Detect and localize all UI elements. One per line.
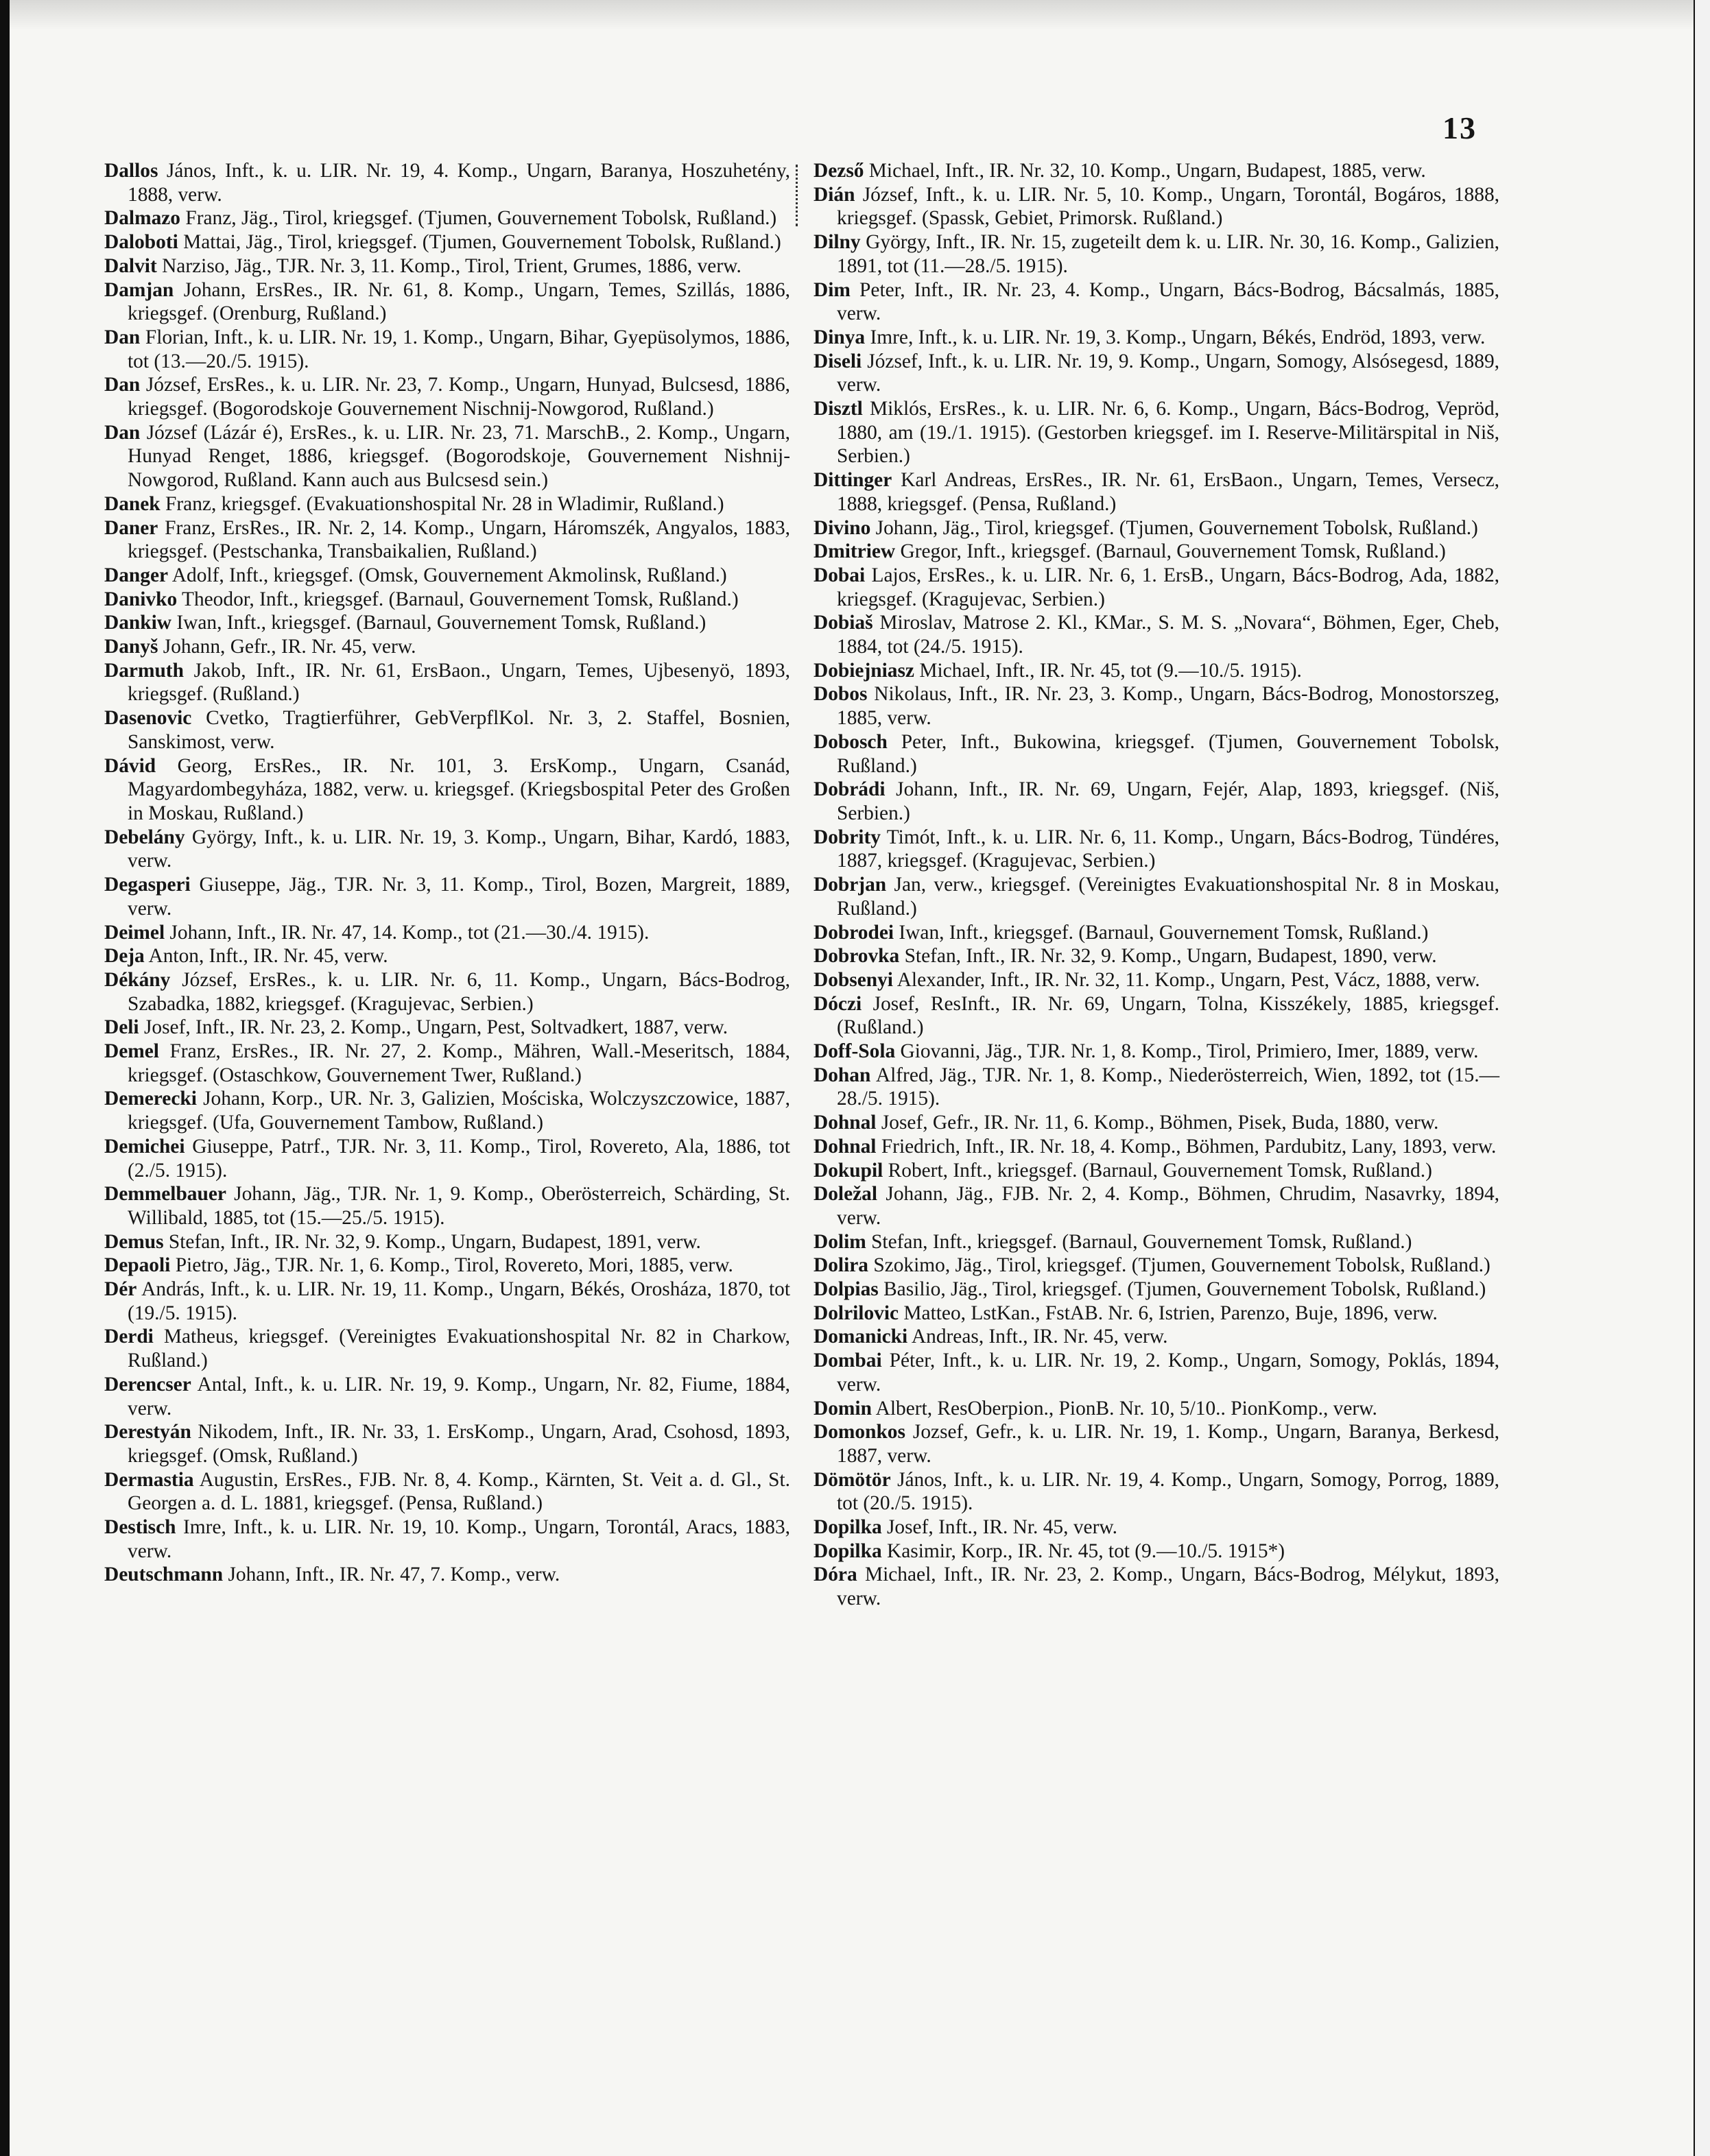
roster-entry xyxy=(814,1040,1499,1064)
roster-entry xyxy=(814,730,1499,778)
entry-surname: Domin xyxy=(814,1397,872,1420)
entry-surname: Dávid xyxy=(104,754,156,777)
entry-surname: Dohnal xyxy=(814,1135,877,1158)
entry-surname: Daner xyxy=(104,516,158,539)
roster-entry xyxy=(814,1159,1499,1183)
entry-surname: Domonkos xyxy=(814,1421,905,1444)
entry-surname: Dóra xyxy=(814,1564,857,1586)
entry-surname: Danivko xyxy=(104,588,178,610)
entry-details: Johann, Jäg., FJB. Nr. 2, 4. Komp., Böhmen, Chrudim, Nasavrky, 1894, verw. xyxy=(837,1183,1499,1229)
entry-details: János, Inft., k. u. LIR. Nr. 19, 4. Komp., Ungarn, Baranya, Hoszuhetény, 1888, verw. xyxy=(128,160,790,206)
roster-entry xyxy=(104,159,790,206)
entry-details: József (Lázár é), ErsRes., k. u. LIR. Nr. 23, 71. MarschB., 2. Komp., Ungarn, Hunyad Renget, 1886, kriegsgef. (Bogorodskoje, Gouvernement Nishnij-Nowgorod, Rußland. Kann auch aus Bulcsesd sein.) xyxy=(128,421,790,492)
roster-entry xyxy=(104,659,790,706)
roster-entry xyxy=(104,1325,790,1372)
entry-surname: Demmelbauer xyxy=(104,1183,226,1206)
entry-details: Antal, Inft., k. u. LIR. Nr. 19, 9. Komp., Ungarn, Nr. 82, Fiume, 1884, verw. xyxy=(128,1373,790,1420)
entry-surname: Dopilka xyxy=(814,1516,882,1539)
entry-details: Johann, Jäg., Tirol, kriegsgef. (Tjumen, Gouvernement Tobolsk, Rußland.) xyxy=(870,516,1478,539)
entry-surname: Dohnal xyxy=(814,1112,877,1134)
entry-surname: Destisch xyxy=(104,1516,176,1539)
entry-surname: Derdi xyxy=(104,1326,154,1348)
entry-details: András, Inft., k. u. LIR. Nr. 19, 11. Komp., Ungarn, Békés, Orosháza, 1870, tot (19./5. 1915). xyxy=(128,1278,790,1324)
entry-details: Mattai, Jäg., Tirol, kriegsgef. (Tjumen, Gouvernement Tobolsk, Rußland.) xyxy=(178,231,781,254)
entry-surname: Dolrilovic xyxy=(814,1302,899,1324)
entry-surname: Dolpias xyxy=(814,1278,879,1301)
entry-surname: Dobrodei xyxy=(814,921,894,944)
roster-entry xyxy=(104,944,790,968)
entry-surname: Dokupil xyxy=(814,1159,883,1182)
entry-surname: Dmitriew xyxy=(814,540,896,563)
entry-surname: Dér xyxy=(104,1278,137,1301)
entry-details: Michael, Inft., IR. Nr. 23, 2. Komp., Ungarn, Bács-Bodrog, Mélykut, 1893, verw. xyxy=(837,1564,1499,1610)
roster-entry xyxy=(814,1064,1499,1111)
entry-surname: Dobrovka xyxy=(814,945,900,968)
entry-details: Iwan, Inft., kriegsgef. (Barnaul, Gouvernement Tomsk, Rußland.) xyxy=(171,612,706,634)
entry-surname: Dömötör xyxy=(814,1468,891,1491)
roster-entry xyxy=(104,968,790,1016)
roster-entry xyxy=(814,350,1499,397)
entry-details: Franz, kriegsgef. (Evakuationshospital Nr. 28 in Wladimir, Rußland.) xyxy=(160,492,724,515)
entry-surname: Dermastia xyxy=(104,1468,194,1491)
roster-entry xyxy=(814,1111,1499,1135)
roster-entry xyxy=(814,826,1499,873)
entry-details: Josef, Inft., IR. Nr. 45, verw. xyxy=(881,1516,1118,1539)
entry-surname: Dallos xyxy=(104,160,158,182)
entry-details: Albert, ResOberpion., PionB. Nr. 10, 5/10.. PionKomp., verw. xyxy=(871,1397,1377,1420)
roster-entry xyxy=(104,1563,790,1587)
entry-surname: Divino xyxy=(814,516,871,539)
entry-details: János, Inft., k. u. LIR. Nr. 19, 4. Komp., Ungarn, Somogy, Porrog, 1889, tot (20./5. 1915). xyxy=(837,1468,1499,1515)
roster-entry xyxy=(104,635,790,659)
entry-surname: Dobos xyxy=(814,683,868,706)
entry-surname: Damjan xyxy=(104,278,174,301)
roster-entry xyxy=(104,826,790,873)
entry-surname: Dékány xyxy=(104,968,171,991)
entry-surname: Dan xyxy=(104,326,141,348)
entry-surname: Dasenovic xyxy=(104,707,192,730)
entry-details: Szokimo, Jäg., Tirol, kriegsgef. (Tjumen, Gouvernement Tobolsk, Rußland.) xyxy=(868,1254,1491,1277)
roster-entry xyxy=(104,873,790,920)
entry-surname: Debelány xyxy=(104,826,185,848)
roster-entry xyxy=(814,1325,1499,1349)
entry-details: Georg, ErsRes., IR. Nr. 101, 3. ErsKomp., Ungarn, Csanád, Magyardombegyháza, 1882, verw. u. kriegsgef. (Kriegsbospital Peter des Großen in Moskau, Rußland.) xyxy=(128,754,790,824)
entry-details: Iwan, Inft., kriegsgef. (Barnaul, Gouvernement Tomsk, Rußland.) xyxy=(894,921,1429,944)
entry-details: Anton, Inft., IR. Nr. 45, verw. xyxy=(144,945,388,968)
roster-entry xyxy=(814,516,1499,540)
roster-entry xyxy=(814,992,1499,1040)
entry-surname: Dankiw xyxy=(104,612,172,634)
entry-details: Peter, Inft., Bukowina, kriegsgef. (Tjumen, Gouvernement Tobolsk, Rußland.) xyxy=(837,730,1499,777)
roster-entry xyxy=(104,492,790,516)
entry-details: Giuseppe, Jäg., TJR. Nr. 3, 11. Komp., Tirol, Bozen, Margreit, 1889, verw. xyxy=(128,874,790,920)
roster-entry xyxy=(814,1230,1499,1254)
roster-entry xyxy=(814,183,1499,230)
entry-details: Giovanni, Jäg., TJR. Nr. 1, 8. Komp., Tirol, Primiero, Imer, 1889, verw. xyxy=(895,1040,1479,1063)
roster-entry xyxy=(104,1040,790,1087)
entry-details: Nikodem, Inft., IR. Nr. 33, 1. ErsKomp., Ungarn, Arad, Csohosd, 1893, kriegsgef. (Omsk, Rußland.) xyxy=(128,1421,790,1467)
roster-entry xyxy=(104,1230,790,1254)
roster-entry xyxy=(814,682,1499,730)
entry-details: Johann, Gefr., IR. Nr. 45, verw. xyxy=(158,636,416,658)
roster-entry xyxy=(814,778,1499,825)
entry-surname: Dolim xyxy=(814,1230,866,1253)
entry-surname: Darmuth xyxy=(104,659,184,682)
entry-details: Miroslav, Matrose 2. Kl., KMar., S. M. S. „Novara“, Böhmen, Eger, Cheb, 1884, tot (24./5. 1915). xyxy=(837,612,1499,658)
entry-surname: Deimel xyxy=(104,921,165,944)
roster-entry xyxy=(814,540,1499,564)
roster-entry xyxy=(814,397,1499,468)
entry-details: Franz, ErsRes., IR. Nr. 2, 14. Komp., Ungarn, Háromszék, Angyalos, 1883, kriegsgef. (Pestschanka, Transbaikalien, Rußland.) xyxy=(128,516,790,563)
entry-details: Robert, Inft., kriegsgef. (Barnaul, Gouvernement Tomsk, Rußland.) xyxy=(883,1159,1432,1182)
entry-surname: Dohan xyxy=(814,1064,871,1086)
entry-surname: Diseli xyxy=(814,350,862,372)
entry-details: József, Inft., k. u. LIR. Nr. 19, 9. Komp., Ungarn, Somogy, Alsósegesd, 1889, verw. xyxy=(837,350,1499,396)
entry-details: Johann, Inft., IR. Nr. 47, 14. Komp., tot (21.—30./4. 1915). xyxy=(165,921,650,944)
entry-surname: Dan xyxy=(104,374,141,396)
entry-surname: Deli xyxy=(104,1016,139,1039)
roster-entry xyxy=(104,1016,790,1040)
roster-entry xyxy=(814,1135,1499,1159)
roster-entry xyxy=(814,1420,1499,1468)
roster-entry xyxy=(104,230,790,254)
roster-entry xyxy=(814,564,1499,611)
roster-entry xyxy=(814,944,1499,968)
roster-entry xyxy=(814,1397,1499,1421)
entry-surname: Dián xyxy=(814,183,855,206)
entry-details: Pietro, Jäg., TJR. Nr. 1, 6. Komp., Tirol, Rovereto, Mori, 1885, verw. xyxy=(170,1254,733,1277)
entry-details: Johann, Korp., UR. Nr. 3, Galizien, Mościska, Wolczyszczowice, 1887, kriegsgef. (Ufa, Gouvernement Tambow, Rußland.) xyxy=(128,1088,790,1134)
roster-entry xyxy=(814,1302,1499,1326)
entry-details: Imre, Inft., k. u. LIR. Nr. 19, 10. Komp., Ungarn, Torontál, Aracs, 1883, verw. xyxy=(128,1516,790,1562)
entry-surname: Dilny xyxy=(814,231,861,254)
entry-surname: Degasperi xyxy=(104,874,191,896)
roster-entry xyxy=(814,1563,1499,1610)
entry-surname: Deutschmann xyxy=(104,1564,224,1586)
entry-details: Peter, Inft., IR. Nr. 23, 4. Komp., Ungarn, Bács-Bodrog, Bácsalmás, 1885, verw. xyxy=(837,278,1499,325)
entry-surname: Dobiaš xyxy=(814,612,873,634)
entry-surname: Dobiejniasz xyxy=(814,659,914,682)
entry-surname: Depaoli xyxy=(104,1254,171,1277)
roster-entry xyxy=(814,921,1499,945)
entry-surname: Dan xyxy=(104,421,141,444)
roster-entry xyxy=(814,1468,1499,1516)
scan-top-shadow xyxy=(10,0,1695,30)
entry-details: Andreas, Inft., IR. Nr. 45, verw. xyxy=(907,1326,1168,1348)
scan-edge-right xyxy=(1694,0,1710,2156)
entry-surname: Dobrity xyxy=(814,826,881,848)
roster-entry xyxy=(814,659,1499,683)
entry-details: Josef, ResInft., IR. Nr. 69, Ungarn, Tolna, Kisszékely, 1885, kriegsgef. (Rußland.) xyxy=(837,992,1499,1039)
entry-details: József, Inft., k. u. LIR. Nr. 5, 10. Komp., Ungarn, Torontál, Bogáros, 1888, kriegsgef. (Spassk, Gebiet, Primorsk. Rußland.) xyxy=(837,183,1499,230)
right-column xyxy=(814,159,1499,1611)
entry-details: Cvetko, Tragtierführer, GebVerpflKol. Nr. 3, 2. Staffel, Bosnien, Sanskimost, verw. xyxy=(128,707,790,753)
entry-surname: Dóczi xyxy=(814,992,862,1015)
entry-surname: Dopilka xyxy=(814,1540,882,1562)
entry-details: Jakob, Inft., IR. Nr. 61, ErsBaon., Ungarn, Temes, Ujbesenyö, 1893, kriegsgef. (Rußland.) xyxy=(128,659,790,706)
roster-entry xyxy=(104,611,790,635)
entry-details: Friedrich, Inft., IR. Nr. 18, 4. Komp., Böhmen, Pardubitz, Lany, 1893, verw. xyxy=(876,1135,1497,1158)
entry-surname: Dalmazo xyxy=(104,207,181,230)
roster-entry xyxy=(104,1278,790,1325)
entry-details: Johann, ErsRes., IR. Nr. 61, 8. Komp., Ungarn, Temes, Szillás, 1886, kriegsgef. (Orenburg, Rußland.) xyxy=(128,278,790,325)
entry-details: Kasimir, Korp., IR. Nr. 45, tot (9.—10./5. 1915*) xyxy=(881,1540,1285,1562)
entry-surname: Dobrjan xyxy=(814,874,887,896)
roster-entry xyxy=(814,230,1499,278)
entry-details: Narziso, Jäg., TJR. Nr. 3, 11. Komp., Tirol, Trient, Grumes, 1886, verw. xyxy=(156,254,741,277)
roster-entry xyxy=(814,1254,1499,1278)
entry-details: Matheus, kriegsgef. (Vereinigtes Evakuationshospital Nr. 82 in Charkow, Rußland.) xyxy=(128,1326,790,1372)
entry-details: Franz, Jäg., Tirol, kriegsgef. (Tjumen, Gouvernement Tobolsk, Rußland.) xyxy=(180,207,777,230)
roster-entry xyxy=(104,278,790,326)
entry-surname: Doff-Sola xyxy=(814,1040,896,1063)
page-number: 13 xyxy=(1442,110,1477,145)
roster-entry xyxy=(104,1373,790,1420)
roster-entry xyxy=(104,421,790,492)
roster-entry xyxy=(814,1349,1499,1396)
roster-entry xyxy=(814,1182,1499,1230)
entry-details: Stefan, Inft., IR. Nr. 32, 9. Komp., Ungarn, Budapest, 1891, verw. xyxy=(163,1230,701,1253)
roster-entry xyxy=(104,516,790,564)
roster-entry xyxy=(814,159,1499,183)
entry-details: Johann, Inft., IR. Nr. 69, Ungarn, Fejér, Alap, 1893, kriegsgef. (Niš, Serbien.) xyxy=(837,778,1499,824)
entry-surname: Demichei xyxy=(104,1135,185,1158)
entry-details: József, ErsRes., k. u. LIR. Nr. 6, 11. Komp., Ungarn, Bács-Bodrog, Szabadka, 1882, kriegsgef. (Kragujevac, Serbien.) xyxy=(128,968,790,1015)
roster-entry xyxy=(104,754,790,826)
entry-details: Imre, Inft., k. u. LIR. Nr. 19, 3. Komp., Ungarn, Békés, Endröd, 1893, verw. xyxy=(865,326,1486,348)
roster-entry xyxy=(814,611,1499,658)
entry-details: Josef, Inft., IR. Nr. 23, 2. Komp., Ungarn, Pest, Soltvadkert, 1887, verw. xyxy=(139,1016,728,1039)
entry-details: Michael, Inft., IR. Nr. 32, 10. Komp., Ungarn, Budapest, 1885, verw. xyxy=(864,160,1426,182)
entry-details: Karl Andreas, ErsRes., IR. Nr. 61, ErsBaon., Ungarn, Temes, Versecz, 1888, kriegsgef. (Pensa, Rußland.) xyxy=(837,469,1499,515)
left-column xyxy=(104,159,790,1587)
entry-details: Basilio, Jäg., Tirol, kriegsgef. (Tjumen, Gouvernement Tobolsk, Rußland.) xyxy=(878,1278,1486,1301)
entry-surname: Domanicki xyxy=(814,1326,908,1348)
entry-details: Stefan, Inft., kriegsgef. (Barnaul, Gouvernement Tomsk, Rußland.) xyxy=(866,1230,1412,1253)
entry-surname: Dezső xyxy=(814,160,864,182)
entry-surname: Danyš xyxy=(104,636,158,658)
entry-surname: Daloboti xyxy=(104,231,178,254)
entry-surname: Dolira xyxy=(814,1254,868,1277)
entry-surname: Dalvit xyxy=(104,254,157,277)
roster-entry xyxy=(104,1182,790,1230)
entry-surname: Danek xyxy=(104,492,161,515)
entry-details: Michael, Inft., IR. Nr. 45, tot (9.—10./5. 1915). xyxy=(914,659,1302,682)
roster-entry xyxy=(104,206,790,230)
roster-entry xyxy=(104,564,790,588)
entry-details: Timót, Inft., k. u. LIR. Nr. 6, 11. Komp., Ungarn, Bács-Bodrog, Tündéres, 1887, kriegsgef. (Kragujevac, Serbien.) xyxy=(837,826,1499,872)
roster-entry xyxy=(104,1254,790,1278)
roster-entry xyxy=(104,921,790,945)
entry-surname: Dittinger xyxy=(814,469,892,492)
roster-entry xyxy=(104,1087,790,1134)
entry-details: Jozsef, Gefr., k. u. LIR. Nr. 19, 1. Komp., Ungarn, Baranya, Berkesd, 1887, verw. xyxy=(837,1421,1499,1467)
entry-details: Augustin, ErsRes., FJB. Nr. 8, 4. Komp., Kärnten, St. Veit a. d. Gl., St. Georgen a. d. L. 1881, kriegsgef. (Pensa, Rußland.) xyxy=(128,1468,790,1515)
entry-details: Josef, Gefr., IR. Nr. 11, 6. Komp., Böhmen, Pisek, Buda, 1880, verw. xyxy=(876,1112,1439,1134)
roster-entry xyxy=(104,1468,790,1516)
entry-surname: Dim xyxy=(814,278,851,301)
entry-surname: Dobsenyi xyxy=(814,968,893,991)
roster-entry xyxy=(104,254,790,278)
entry-details: Péter, Inft., k. u. LIR. Nr. 19, 2. Komp., Ungarn, Somogy, Poklás, 1894, verw. xyxy=(837,1350,1499,1396)
entry-details: Theodor, Inft., kriegsgef. (Barnaul, Gouvernement Tomsk, Rußland.) xyxy=(177,588,739,610)
entry-details: György, Inft., k. u. LIR. Nr. 19, 3. Komp., Ungarn, Bihar, Kardó, 1883, verw. xyxy=(128,826,790,872)
entry-details: Alfred, Jäg., TJR. Nr. 1, 8. Komp., Niederösterreich, Wien, 1892, tot (15.—28./5. 1915). xyxy=(837,1064,1499,1110)
roster-entry xyxy=(104,1420,790,1468)
roster-entry xyxy=(814,468,1499,516)
roster-entry xyxy=(104,373,790,420)
roster-entry xyxy=(814,968,1499,992)
roster-entry xyxy=(814,326,1499,350)
roster-entry xyxy=(814,873,1499,920)
entry-surname: Doležal xyxy=(814,1183,878,1206)
entry-details: Jan, verw., kriegsgef. (Vereinigtes Evakuationshospital Nr. 8 in Moskau, Rußland.) xyxy=(837,874,1499,920)
entry-details: Johann, Jäg., TJR. Nr. 1, 9. Komp., Oberösterreich, Schärding, St. Willibald, 1885, tot (15.—25./5. 1915). xyxy=(128,1183,790,1229)
entry-details: Franz, ErsRes., IR. Nr. 27, 2. Komp., Mähren, Wall.-Meseritsch, 1884, kriegsgef. (Ostaschkow, Gouvernement Twer, Rußland.) xyxy=(128,1040,790,1086)
entry-details: Alexander, Inft., IR. Nr. 32, 11. Komp., Ungarn, Pest, Vácz, 1888, verw. xyxy=(892,968,1480,991)
roster-entry xyxy=(814,1540,1499,1564)
entry-surname: Derencser xyxy=(104,1373,191,1396)
entry-details: Matteo, LstKan., FstAB. Nr. 6, Istrien, Parenzo, Buje, 1896, verw. xyxy=(899,1302,1438,1324)
entry-surname: Demus xyxy=(104,1230,164,1253)
entry-surname: Deja xyxy=(104,945,145,968)
entry-details: Miklós, ErsRes., k. u. LIR. Nr. 6, 6. Komp., Ungarn, Bács-Bodrog, Vepröd, 1880, am (19./1. 1915). (Gestorben kriegsgef. im I. Reserve-Militärspital in Niš, Serbien.) xyxy=(837,398,1499,468)
roster-entry xyxy=(104,1516,790,1563)
entry-details: Nikolaus, Inft., IR. Nr. 23, 3. Komp., Ungarn, Bács-Bodrog, Monostorszeg, 1885, verw. xyxy=(837,683,1499,730)
roster-entry xyxy=(104,326,790,373)
entry-surname: Derestyán xyxy=(104,1421,191,1444)
entry-details: Gregor, Inft., kriegsgef. (Barnaul, Gouvernement Tomsk, Rußland.) xyxy=(895,540,1446,563)
roster-entry xyxy=(814,1278,1499,1302)
entry-surname: Dobrádi xyxy=(814,778,886,801)
roster-entry xyxy=(104,706,790,754)
entry-details: Florian, Inft., k. u. LIR. Nr. 19, 1. Komp., Ungarn, Bihar, Gyepüsolymos, 1886, tot (13.—20./5. 1915). xyxy=(128,326,790,372)
entry-surname: Disztl xyxy=(814,398,863,420)
entry-details: Giuseppe, Patrf., TJR. Nr. 3, 11. Komp., Tirol, Rovereto, Ala, 1886, tot (2./5. 1915). xyxy=(128,1135,790,1182)
entry-details: Stefan, Inft., IR. Nr. 32, 9. Komp., Ungarn, Budapest, 1890, verw. xyxy=(899,945,1437,968)
entry-details: György, Inft., IR. Nr. 15, zugeteilt dem k. u. LIR. Nr. 30, 16. Komp., Galizien, 1891, tot (11.—28./5. 1915). xyxy=(837,231,1499,277)
entry-surname: Dombai xyxy=(814,1350,882,1372)
entry-surname: Demerecki xyxy=(104,1088,197,1110)
entry-surname: Dobosch xyxy=(814,730,888,753)
roster-entry xyxy=(814,1516,1499,1540)
entry-details: Johann, Inft., IR. Nr. 47, 7. Komp., verw. xyxy=(223,1564,560,1586)
entry-surname: Demel xyxy=(104,1040,159,1063)
entry-details: Lajos, ErsRes., k. u. LIR. Nr. 6, 1. ErsB., Ungarn, Bács-Bodrog, Ada, 1882, kriegsgef. (Kragujevac, Serbien.) xyxy=(837,564,1499,610)
entry-surname: Dobai xyxy=(814,564,866,586)
entry-details: József, ErsRes., k. u. LIR. Nr. 23, 7. Komp., Ungarn, Hunyad, Bulcsesd, 1886, kriegsgef. (Bogorodskoje Gouvernement Nischnij-Nowgorod, Rußland.) xyxy=(128,374,790,420)
roster-entry xyxy=(104,588,790,612)
roster-entry xyxy=(814,278,1499,326)
entry-details: Adolf, Inft., kriegsgef. (Omsk, Gouvernement Akmolinsk, Rußland.) xyxy=(168,564,727,586)
scan-edge-left xyxy=(0,0,10,2156)
roster-entry xyxy=(104,1135,790,1182)
entry-surname: Danger xyxy=(104,564,169,586)
entry-surname: Dinya xyxy=(814,326,866,348)
column-divider xyxy=(796,165,798,226)
